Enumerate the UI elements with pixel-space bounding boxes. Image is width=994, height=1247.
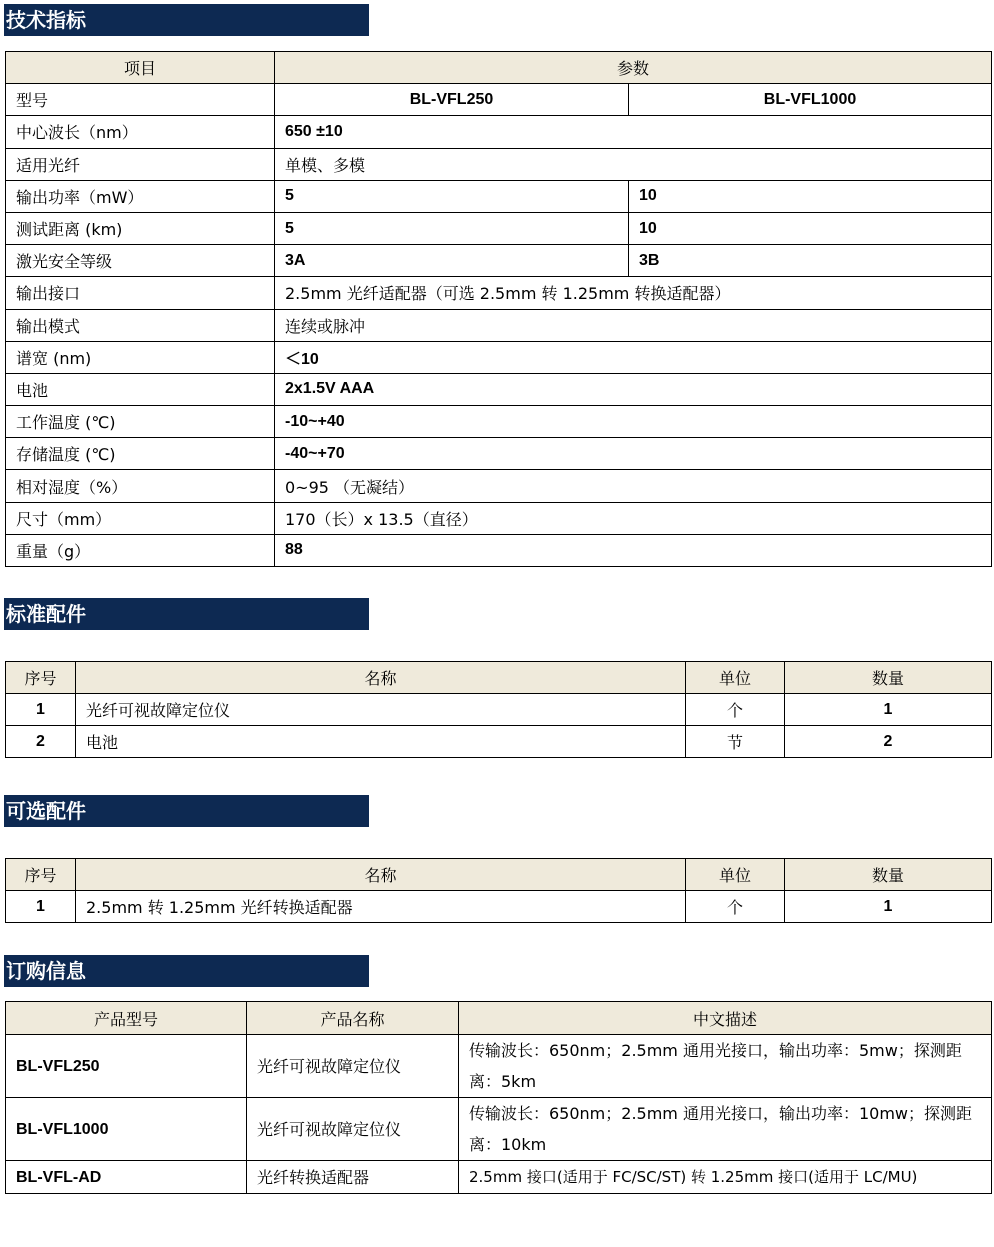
table-header-row	[6, 52, 992, 84]
row-value: 650 ±10	[275, 116, 992, 148]
header-product-name: 产品名称	[247, 1002, 459, 1035]
table-row	[6, 84, 992, 116]
row-label: 输出模式	[6, 309, 275, 341]
row-label: 相对湿度（%）	[6, 470, 275, 502]
cell-description: 传输波长：650nm；2.5mm 通用光接口，输出功率：10mw；探测距离：10km	[459, 1098, 992, 1161]
model-value-1: BL-VFL250	[275, 84, 629, 116]
row-label: 适用光纤	[6, 148, 275, 180]
cell-no: 2	[6, 726, 76, 758]
table-row	[6, 373, 992, 405]
cell-no: 1	[6, 891, 76, 923]
cell-name: 2.5mm 转 1.25mm 光纤转换适配器	[76, 891, 686, 923]
header-qty: 数量	[785, 662, 992, 694]
section-title-ordering: 订购信息	[4, 955, 369, 987]
header-qty: 数量	[785, 859, 992, 891]
header-param: 参数	[275, 52, 992, 84]
row-label: 重量（g）	[6, 534, 275, 566]
spec-table	[5, 51, 992, 567]
table-header-row	[6, 859, 992, 891]
header-description: 中文描述	[459, 1002, 992, 1035]
row-label: 电池	[6, 373, 275, 405]
standard-table	[5, 661, 992, 758]
row-label: 谱宽 (nm)	[6, 341, 275, 373]
row-label: 中心波长（nm）	[6, 116, 275, 148]
row-value-1: 5	[275, 180, 629, 212]
table-row	[6, 726, 992, 758]
cell-model: BL-VFL-AD	[6, 1161, 247, 1194]
table-row	[6, 1035, 992, 1098]
row-value: 单模、多模	[275, 148, 992, 180]
header-item: 项目	[6, 52, 275, 84]
header-name: 名称	[76, 662, 686, 694]
row-label: 工作温度 (℃)	[6, 406, 275, 438]
table-header-row	[6, 1002, 992, 1035]
table-row	[6, 212, 992, 244]
table-row	[6, 891, 992, 923]
header-no: 序号	[6, 662, 76, 694]
header-name: 名称	[76, 859, 686, 891]
table-header-row	[6, 662, 992, 694]
cell-unit: 节	[686, 726, 785, 758]
section-title-standard: 标准配件	[4, 598, 369, 630]
table-row	[6, 502, 992, 534]
row-value: 170（长）x 13.5（直径）	[275, 502, 992, 534]
row-value: 0~95 （无凝结）	[275, 470, 992, 502]
table-row	[6, 534, 992, 566]
section-title-spec: 技术指标	[4, 4, 369, 36]
row-value: 2.5mm 光纤适配器（可选 2.5mm 转 1.25mm 转换适配器）	[275, 277, 992, 309]
row-value-1: 3A	[275, 245, 629, 277]
cell-description: 传输波长：650nm；2.5mm 通用光接口，输出功率：5mw；探测距离：5km	[459, 1035, 992, 1098]
row-label: 激光安全等级	[6, 245, 275, 277]
table-row	[6, 116, 992, 148]
table-row	[6, 309, 992, 341]
row-value: 连续或脉冲	[275, 309, 992, 341]
model-value-2: BL-VFL1000	[629, 84, 992, 116]
cell-unit: 个	[686, 694, 785, 726]
row-label: 输出接口	[6, 277, 275, 309]
table-row	[6, 438, 992, 470]
row-value: ＜10	[275, 341, 992, 373]
cell-qty: 2	[785, 726, 992, 758]
table-row	[6, 245, 992, 277]
table-row	[6, 406, 992, 438]
row-label: 输出功率（mW）	[6, 180, 275, 212]
header-unit: 单位	[686, 859, 785, 891]
cell-product-name: 光纤可视故障定位仪	[247, 1098, 459, 1161]
table-row	[6, 694, 992, 726]
table-row	[6, 1161, 992, 1194]
row-value-2: 10	[629, 180, 992, 212]
cell-no: 1	[6, 694, 76, 726]
table-row	[6, 277, 992, 309]
table-row	[6, 148, 992, 180]
row-value: -10~+40	[275, 406, 992, 438]
row-value-2: 3B	[629, 245, 992, 277]
table-row	[6, 180, 992, 212]
row-value: -40~+70	[275, 438, 992, 470]
row-value-1: 5	[275, 212, 629, 244]
row-value: 2x1.5V AAA	[275, 373, 992, 405]
cell-description: 2.5mm 接口(适用于 FC/SC/ST) 转 1.25mm 接口(适用于 LC/MU)	[459, 1161, 992, 1194]
cell-model: BL-VFL1000	[6, 1098, 247, 1161]
row-label: 型号	[6, 84, 275, 116]
table-row	[6, 1098, 992, 1161]
cell-product-name: 光纤可视故障定位仪	[247, 1035, 459, 1098]
row-label: 测试距离 (km)	[6, 212, 275, 244]
cell-unit: 个	[686, 891, 785, 923]
cell-qty: 1	[785, 694, 992, 726]
cell-qty: 1	[785, 891, 992, 923]
row-label: 尺寸（mm）	[6, 502, 275, 534]
header-model: 产品型号	[6, 1002, 247, 1035]
row-value-2: 10	[629, 212, 992, 244]
table-row	[6, 470, 992, 502]
header-unit: 单位	[686, 662, 785, 694]
header-no: 序号	[6, 859, 76, 891]
cell-name: 光纤可视故障定位仪	[76, 694, 686, 726]
cell-model: BL-VFL250	[6, 1035, 247, 1098]
cell-product-name: 光纤转换适配器	[247, 1161, 459, 1194]
table-row	[6, 341, 992, 373]
section-title-optional: 可选配件	[4, 795, 369, 827]
order-table	[5, 1001, 992, 1194]
optional-table	[5, 858, 992, 923]
row-label: 存储温度 (℃)	[6, 438, 275, 470]
cell-name: 电池	[76, 726, 686, 758]
row-value: 88	[275, 534, 992, 566]
